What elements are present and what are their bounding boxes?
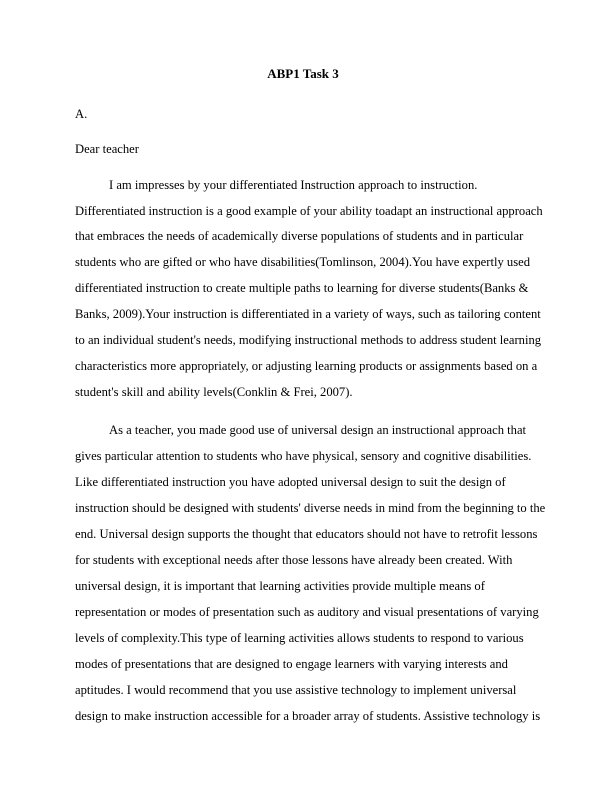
paragraph-line: modes of presentations that are designed to engage learners with varying interests and bbox=[75, 657, 508, 671]
paragraph-line: for students with exceptional needs after those lessons have already been created. With bbox=[75, 553, 513, 567]
paragraph-line: to an individual student's needs, modifying instructional methods to address student learning bbox=[75, 333, 542, 347]
section-label: A. bbox=[75, 107, 88, 121]
paragraph-line: students who are gifted or who have disabilities(Tomlinson, 2004).You have expertly used bbox=[75, 255, 530, 269]
document-title: ABP1 Task 3 bbox=[267, 66, 339, 81]
paragraph-line: Banks, 2009).Your instruction is differentiated in a variety of ways, such as tailoring content bbox=[75, 307, 541, 321]
paragraph-line: representation or modes of presentation such as auditory and visual presentations of varying bbox=[75, 605, 539, 619]
paragraph-line: I am impresses by your differentiated Instruction approach to instruction. bbox=[109, 178, 478, 192]
paragraph-line: universal design, it is important that learning activities provide multiple means of bbox=[75, 579, 485, 593]
paragraph-line: Differentiated instruction is a good example of your ability toadapt an instructional approach bbox=[75, 204, 543, 218]
paragraph-line: aptitudes. I would recommend that you use assistive technology to implement universal bbox=[75, 683, 517, 697]
paragraph-line: gives particular attention to students who have physical, sensory and cognitive disabilities. bbox=[75, 449, 532, 463]
paragraph-line: student's skill and ability levels(Conklin & Frei, 2007). bbox=[75, 385, 353, 399]
paragraph-line: characteristics more appropriately, or adjusting learning products or assignments based on a bbox=[75, 359, 538, 373]
paragraph-line: that embraces the needs of academically diverse populations of students and in particular bbox=[75, 229, 524, 243]
paragraph-line: levels of complexity.This type of learning activities allows students to respond to various bbox=[75, 631, 524, 645]
paragraph-line: instruction should be designed with students' diverse needs in mind from the beginning to the bbox=[75, 501, 546, 515]
salutation: Dear teacher bbox=[75, 142, 139, 156]
paragraph-line: Like differentiated instruction you have adopted universal design to suit the design of bbox=[75, 475, 506, 489]
paragraph-line: end. Universal design supports the thought that educators should not have to retrofit lessons bbox=[75, 527, 538, 541]
paragraph-line: design to make instruction accessible for a broader array of students. Assistive technology is bbox=[75, 709, 541, 723]
paragraph-line: As a teacher, you made good use of universal design an instructional approach that bbox=[109, 423, 527, 437]
paragraph-line: differentiated instruction to create multiple paths to learning for diverse students(Banks & bbox=[75, 281, 529, 295]
